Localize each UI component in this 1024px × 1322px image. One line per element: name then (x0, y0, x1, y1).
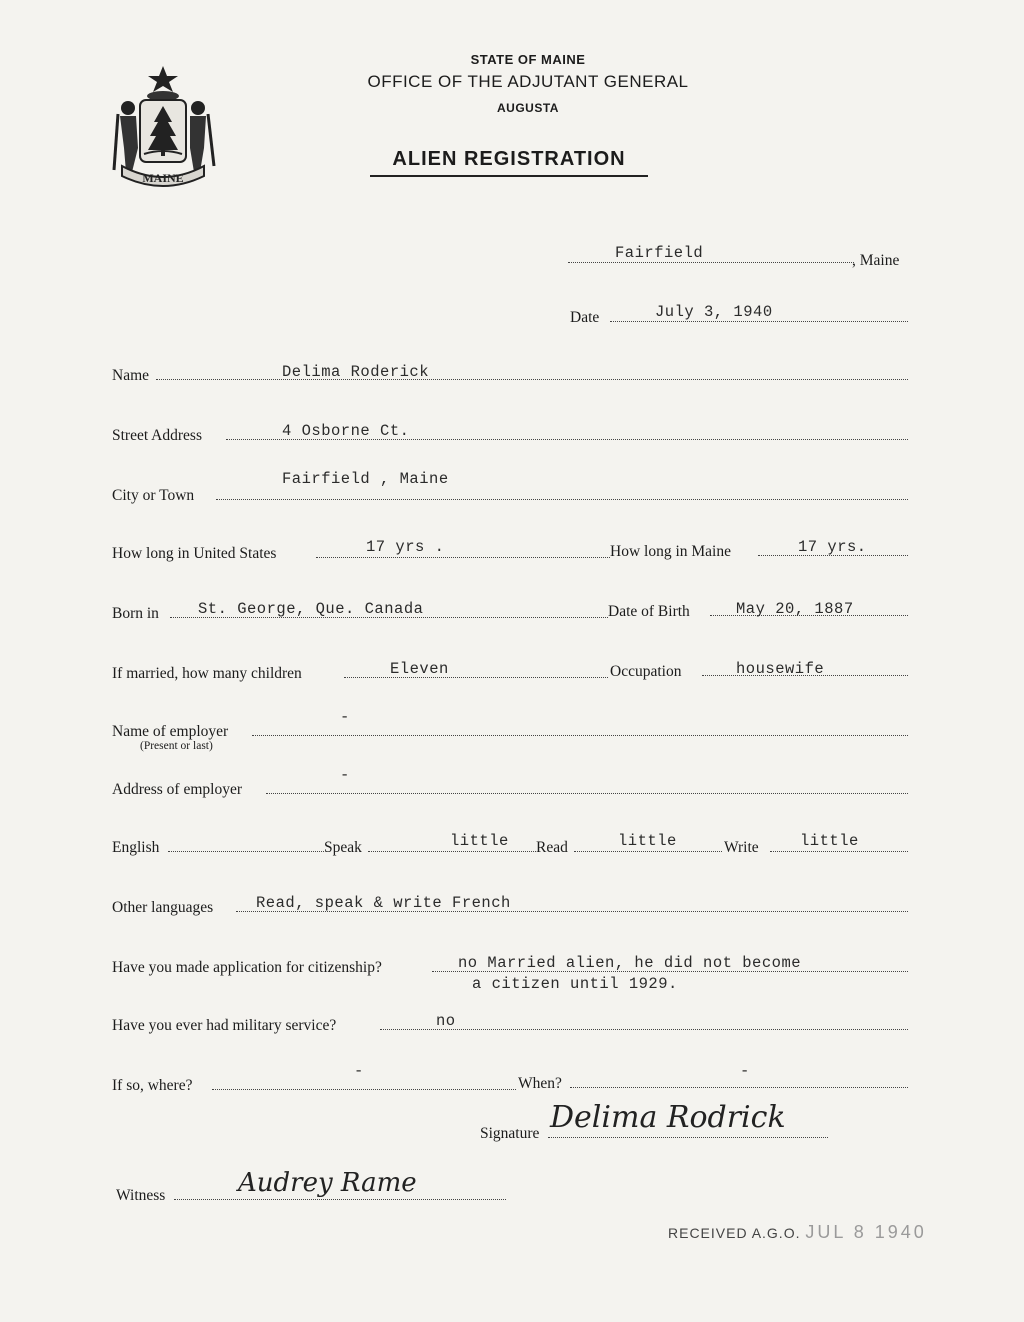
header-office: OFFICE OF THE ADJUTANT GENERAL (367, 72, 689, 91)
when-value: - (740, 1062, 750, 1080)
citizenship-value-line2: a citizen until 1929. (472, 975, 678, 993)
citizenship-value: no Married alien, he did not become (458, 954, 802, 972)
place-suffix: , Maine (852, 252, 900, 269)
employer-sublabel: (Present or last) (140, 740, 213, 752)
birth-date-label: Date of Birth (608, 603, 690, 620)
birth-date-value: May 20, 1887 (736, 600, 854, 618)
employer-label: Name of employer (112, 723, 229, 740)
children-label: If married, how many children (112, 665, 302, 682)
maine-duration-value: 17 yrs. (798, 538, 867, 556)
form-title: ALIEN REGISTRATION (370, 148, 648, 177)
where-label: If so, where? (112, 1077, 193, 1094)
other-languages-value: Read, speak & write French (256, 894, 511, 912)
born-in-value: St. George, Que. Canada (198, 600, 424, 618)
date-value: July 3, 1940 (655, 303, 773, 321)
us-duration-label: How long in United States (112, 545, 277, 562)
header-city: AUGUSTA (497, 101, 559, 115)
signature-value: Delima Rodrick (550, 1100, 786, 1135)
speak-label: Speak (324, 839, 362, 856)
maine-duration-label: How long in Maine (610, 543, 731, 560)
signature-label: Signature (480, 1125, 540, 1142)
military-label: Have you ever had military service? (112, 1017, 337, 1034)
street-label: Street Address (112, 427, 202, 444)
occupation-label: Occupation (610, 663, 682, 680)
stamp-text: RECEIVED A.G.O. (668, 1225, 801, 1241)
other-languages-label: Other languages (112, 899, 214, 916)
received-stamp (668, 1222, 927, 1243)
when-label: When? (518, 1075, 562, 1092)
header-state: STATE OF MAINE (470, 52, 586, 67)
place-value: Fairfield (615, 244, 704, 262)
write-value: little (800, 832, 859, 850)
children-value: Eleven (390, 660, 449, 678)
employer-address-value: - (340, 766, 350, 784)
read-label: Read (536, 839, 568, 856)
employer-address-label: Address of employer (112, 781, 242, 798)
citizenship-label: Have you made application for citizenship? (112, 959, 382, 976)
military-value: no (436, 1012, 456, 1030)
read-value: little (618, 832, 677, 850)
write-label: Write (724, 839, 759, 856)
occupation-value: housewife (736, 660, 825, 678)
name-value: Delima Roderick (282, 363, 430, 381)
us-duration-value: 17 yrs . (366, 538, 445, 556)
city-label: City or Town (112, 487, 195, 504)
speak-value: little (450, 832, 509, 850)
name-label: Name (112, 367, 150, 384)
english-label: English (112, 839, 160, 856)
seal-banner-text: MAINE (142, 171, 184, 185)
where-value: - (354, 1062, 364, 1080)
employer-value: - (340, 708, 350, 726)
stamp-date: JUL 8 1940 (805, 1222, 927, 1242)
witness-label: Witness (116, 1187, 166, 1204)
date-label: Date (570, 309, 600, 326)
witness-signature: Audrey Rame (238, 1168, 417, 1198)
born-in-label: Born in (112, 605, 159, 622)
city-value: Fairfield , Maine (282, 470, 449, 488)
street-value: 4 Osborne Ct. (282, 422, 410, 440)
